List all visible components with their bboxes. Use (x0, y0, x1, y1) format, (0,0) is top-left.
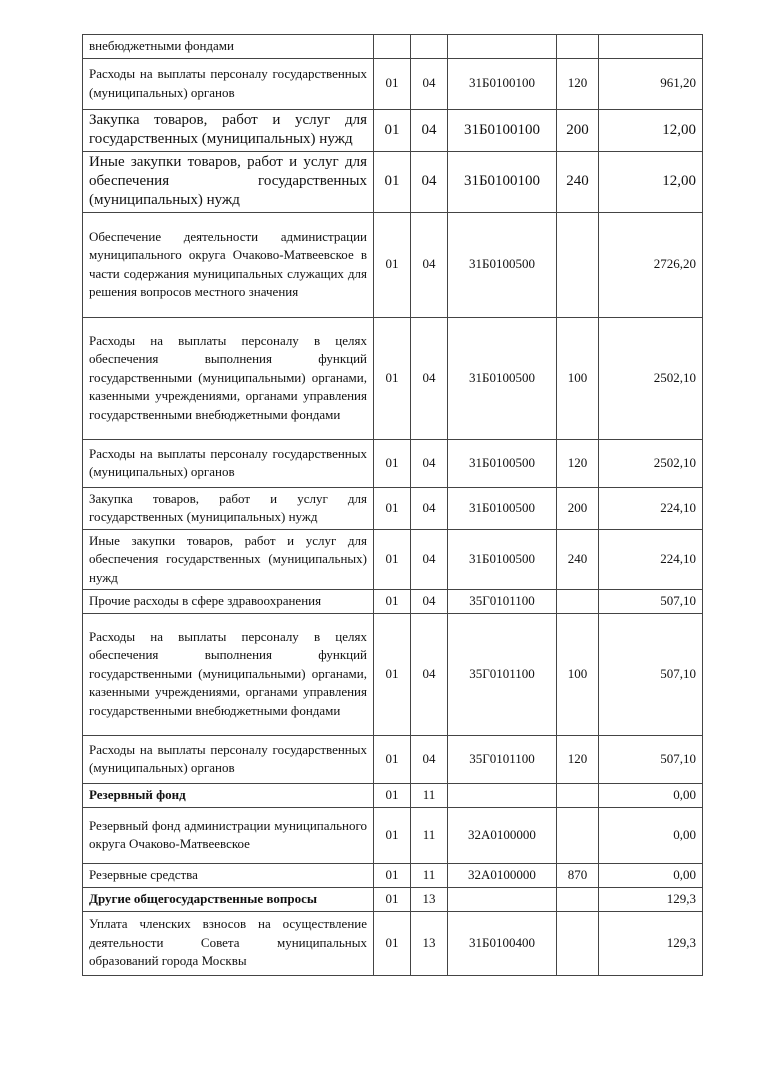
budget-table-body (83, 35, 703, 976)
table-row (83, 58, 703, 109)
row-target-article: 31Б0100500 (448, 317, 557, 439)
row-target-article: 31Б0100100 (448, 58, 557, 109)
row-subsection: 04 (411, 317, 448, 439)
table-row (83, 735, 703, 783)
row-section: 01 (374, 807, 411, 863)
row-amount: 2726,20 (599, 212, 703, 317)
row-expense-type (557, 911, 599, 975)
table-row (83, 783, 703, 807)
row-target-article: 31Б0100400 (448, 911, 557, 975)
row-expense-type (557, 590, 599, 614)
row-section: 01 (374, 529, 411, 590)
table-row (83, 439, 703, 487)
budget-table (82, 34, 703, 976)
table-row (83, 151, 703, 212)
row-expense-type: 200 (557, 487, 599, 529)
row-name: Иные закупки товаров, работ и услуг для обеспечения государственных (муниципальных) нужд (83, 529, 374, 590)
row-expense-type: 100 (557, 613, 599, 735)
row-section: 01 (374, 911, 411, 975)
table-row (83, 109, 703, 151)
row-section: 01 (374, 58, 411, 109)
row-section: 01 (374, 109, 411, 151)
row-subsection: 13 (411, 887, 448, 911)
row-target-article: 35Г0101100 (448, 613, 557, 735)
row-amount (599, 35, 703, 59)
row-expense-type: 120 (557, 439, 599, 487)
row-name: Другие общегосударственные вопросы (83, 887, 374, 911)
row-expense-type: 200 (557, 109, 599, 151)
row-amount: 2502,10 (599, 439, 703, 487)
row-target-article: 31Б0100100 (448, 151, 557, 212)
row-subsection: 04 (411, 151, 448, 212)
table-row (83, 911, 703, 975)
row-section: 01 (374, 487, 411, 529)
row-expense-type: 240 (557, 529, 599, 590)
table-row (83, 487, 703, 529)
row-name: Резервный фонд администрации муниципального округа Очаково-Матвеевское (83, 807, 374, 863)
row-target-article: 31Б0100100 (448, 109, 557, 151)
row-section: 01 (374, 212, 411, 317)
row-amount: 12,00 (599, 151, 703, 212)
table-row (83, 529, 703, 590)
row-expense-type (557, 35, 599, 59)
table-row (83, 35, 703, 59)
row-amount: 507,10 (599, 735, 703, 783)
row-name: Расходы на выплаты персоналу в целях обеспечения выполнения функций государственными (муниципальными) органами, казенными учреждениями, органами управления государственными внебюджетными фондами (83, 613, 374, 735)
row-subsection: 04 (411, 487, 448, 529)
row-amount: 961,20 (599, 58, 703, 109)
row-section (374, 35, 411, 59)
row-expense-type: 120 (557, 735, 599, 783)
row-target-article (448, 783, 557, 807)
row-name: Резервный фонд (83, 783, 374, 807)
row-expense-type (557, 783, 599, 807)
table-row (83, 887, 703, 911)
row-section: 01 (374, 735, 411, 783)
row-amount: 129,3 (599, 887, 703, 911)
row-target-article: 31Б0100500 (448, 487, 557, 529)
row-section: 01 (374, 151, 411, 212)
row-name: Закупка товаров, работ и услуг для государственных (муниципальных) нужд (83, 487, 374, 529)
row-amount: 0,00 (599, 807, 703, 863)
row-subsection: 11 (411, 863, 448, 887)
row-subsection: 04 (411, 212, 448, 317)
row-amount: 12,00 (599, 109, 703, 151)
row-expense-type (557, 807, 599, 863)
row-subsection: 04 (411, 590, 448, 614)
row-expense-type: 100 (557, 317, 599, 439)
table-row (83, 863, 703, 887)
table-row (83, 590, 703, 614)
row-target-article (448, 887, 557, 911)
row-expense-type (557, 887, 599, 911)
row-subsection: 04 (411, 109, 448, 151)
row-amount: 0,00 (599, 863, 703, 887)
row-target-article: 32А0100000 (448, 863, 557, 887)
table-row (83, 317, 703, 439)
row-section: 01 (374, 613, 411, 735)
row-section: 01 (374, 783, 411, 807)
row-name: Расходы на выплаты персоналу в целях обеспечения выполнения функций государственными (муниципальными) органами, казенными учреждениями, органами управления государственными внебюджетными фондами (83, 317, 374, 439)
row-subsection: 11 (411, 783, 448, 807)
row-subsection: 04 (411, 58, 448, 109)
row-expense-type: 240 (557, 151, 599, 212)
row-target-article: 31Б0100500 (448, 439, 557, 487)
row-name: Уплата членских взносов на осуществление деятельности Совета муниципальных образований города Москвы (83, 911, 374, 975)
row-name: Прочие расходы в сфере здравоохранения (83, 590, 374, 614)
row-target-article: 35Г0101100 (448, 735, 557, 783)
row-target-article: 35Г0101100 (448, 590, 557, 614)
row-expense-type (557, 212, 599, 317)
row-subsection: 11 (411, 807, 448, 863)
table-row (83, 613, 703, 735)
row-subsection: 04 (411, 529, 448, 590)
row-amount: 129,3 (599, 911, 703, 975)
row-amount: 507,10 (599, 613, 703, 735)
row-name: Закупка товаров, работ и услуг для государственных (муниципальных) нужд (83, 109, 374, 151)
row-amount: 0,00 (599, 783, 703, 807)
row-name: Резервные средства (83, 863, 374, 887)
row-amount: 507,10 (599, 590, 703, 614)
row-name: внебюджетными фондами (83, 35, 374, 59)
row-amount: 2502,10 (599, 317, 703, 439)
row-expense-type: 870 (557, 863, 599, 887)
row-target-article: 31Б0100500 (448, 212, 557, 317)
table-row (83, 807, 703, 863)
row-section: 01 (374, 317, 411, 439)
row-amount: 224,10 (599, 487, 703, 529)
row-expense-type: 120 (557, 58, 599, 109)
row-target-article (448, 35, 557, 59)
row-name: Расходы на выплаты персоналу государственных (муниципальных) органов (83, 58, 374, 109)
row-section: 01 (374, 439, 411, 487)
row-name: Иные закупки товаров, работ и услуг для обеспечения государственных (муниципальных) нужд (83, 151, 374, 212)
row-name: Обеспечение деятельности администрации муниципального округа Очаково-Матвеевское в части содержания муниципальных служащих для решения вопросов местного значения (83, 212, 374, 317)
row-subsection: 04 (411, 439, 448, 487)
row-subsection: 04 (411, 735, 448, 783)
row-subsection: 04 (411, 613, 448, 735)
row-section: 01 (374, 590, 411, 614)
row-name: Расходы на выплаты персоналу государственных (муниципальных) органов (83, 439, 374, 487)
row-section: 01 (374, 887, 411, 911)
row-amount: 224,10 (599, 529, 703, 590)
row-subsection: 13 (411, 911, 448, 975)
row-subsection (411, 35, 448, 59)
row-name: Расходы на выплаты персоналу государственных (муниципальных) органов (83, 735, 374, 783)
row-section: 01 (374, 863, 411, 887)
row-target-article: 31Б0100500 (448, 529, 557, 590)
row-target-article: 32А0100000 (448, 807, 557, 863)
table-row (83, 212, 703, 317)
